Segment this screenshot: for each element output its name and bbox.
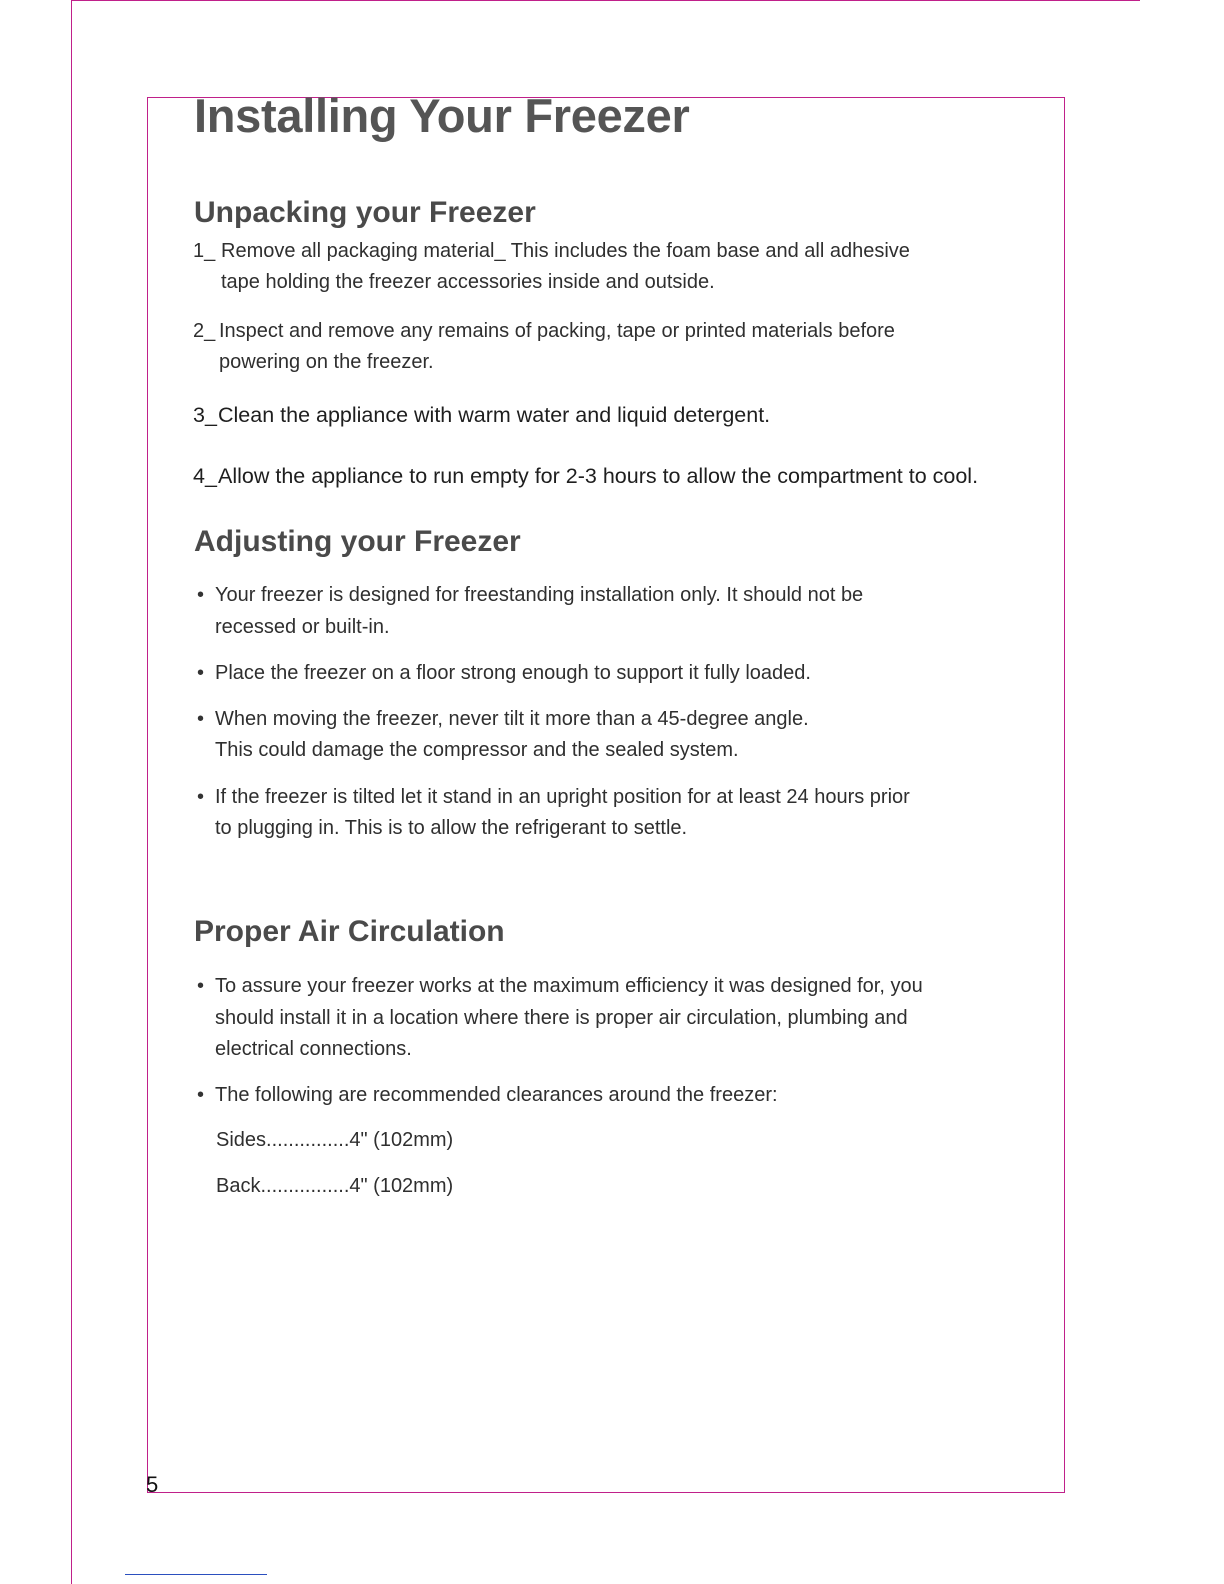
step-text: tape holding the freezer accessories inside and outside. — [221, 271, 715, 293]
bullet-text: recessed or built-in. — [215, 616, 390, 638]
clearance-row-sides — [216, 1129, 453, 1152]
bullet-text: should install it in a location where there is proper air circulation, plumbing and — [215, 1007, 908, 1029]
bullet-text: Your freezer is designed for freestanding installation only. It should not be — [215, 584, 864, 606]
step-text: Inspect and remove any remains of packing, tape or printed materials before — [219, 320, 895, 342]
page-title: Installing Your Freezer — [194, 89, 690, 142]
clearance-value: 4" (102mm) — [349, 1129, 454, 1151]
trim-line-left — [71, 0, 72, 1584]
bullet-icon: • — [197, 786, 205, 808]
bullet-icon: • — [197, 584, 205, 606]
bullet-text: The following are recommended clearances around the freezer: — [215, 1084, 778, 1106]
step-number: 3_ — [193, 403, 217, 427]
step-text: powering on the freezer. — [219, 351, 434, 373]
bullet-text: If the freezer is tilted let it stand in an upright position for at least 24 hours prior — [215, 786, 910, 808]
trim-line-top — [72, 0, 1140, 1]
step-text: Clean the appliance with warm water and liquid detergent. — [218, 403, 771, 427]
clearance-row-back — [216, 1175, 453, 1198]
step-number: 2_ — [193, 320, 216, 342]
bullet-text: To assure your freezer works at the maximum efficiency it was designed for, you — [215, 975, 923, 997]
bullet-text: to plugging in. This is to allow the refrigerant to settle. — [215, 817, 688, 839]
bullet-icon: • — [197, 708, 205, 730]
trim-line-bottom — [125, 1574, 267, 1575]
clearance-value: 4" (102mm) — [349, 1175, 454, 1197]
clearance-label: Back — [216, 1175, 261, 1197]
bullet-text: This could damage the compressor and the sealed system. — [215, 739, 739, 761]
bullet-text: Place the freezer on a floor strong enough to support it fully loaded. — [215, 662, 811, 684]
bullet-icon: • — [197, 662, 205, 684]
clearance-label: Sides — [216, 1129, 267, 1151]
clearance-leader: ................ — [260, 1175, 350, 1197]
step-text: Remove all packaging material_ This includes the foam base and all adhesive — [221, 240, 910, 262]
section-heading-unpacking: Unpacking your Freezer — [194, 196, 536, 229]
step-number: 1_ — [193, 240, 216, 262]
bullet-text: When moving the freezer, never tilt it more than a 45-degree angle. — [215, 708, 809, 730]
step-number: 4_ — [193, 464, 217, 488]
clearance-leader: ............... — [266, 1129, 350, 1151]
bullet-icon: • — [197, 975, 205, 997]
step-text: Allow the appliance to run empty for 2-3 hours to allow the compartment to cool. — [218, 464, 979, 488]
section-heading-adjusting: Adjusting your Freezer — [194, 525, 521, 558]
page-number: 5 — [146, 1472, 159, 1497]
bullet-text: electrical connections. — [215, 1038, 412, 1060]
section-heading-air-circulation: Proper Air Circulation — [194, 915, 505, 948]
bullet-icon: • — [197, 1084, 205, 1106]
